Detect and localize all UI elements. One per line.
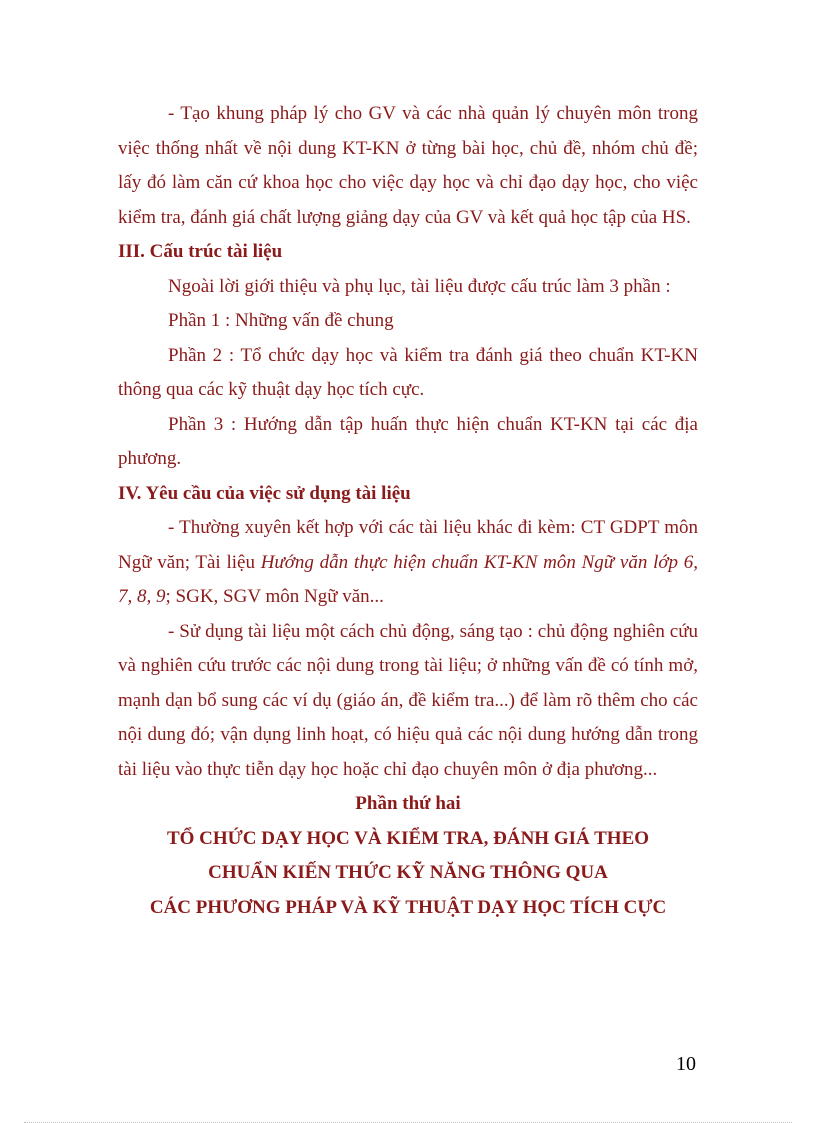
paragraph-active-use: - Sử dụng tài liệu một cách chủ động, sáng tạo : chủ động nghiên cứu và nghiên cứu trước các nội dung trong tài liệu; ở những vấn đề có tính mở, mạnh dạn bổ sung các ví dụ (giáo án, đề kiểm tra...) để làm rõ thêm cho các nội dung đó; vận dụng linh hoạt, có hiệu quả các nội dung hướng dẫn trong tài liệu vào thực tiễn dạy học hoặc chỉ đạo chuyên môn ở địa phương... [118,620,698,780]
heading-requirements: IV. Yêu cầu của việc sử dụng tài liệu [118,482,411,504]
page-number: 10 [676,1053,696,1075]
paragraph-structure-intro: Ngoài lời giới thiệu và phụ lục, tài liệu được cấu trúc làm 3 phần : [168,275,671,297]
text-run: - Thường xuyên kết hợp với các tài liệu khác đi kèm: CT GDPT môn Ngữ văn; Tài liệu [118,517,698,573]
part-title-line-2: CHUẨN KIẾN THỨC KỸ NĂNG THÔNG QUA [208,862,608,883]
paragraph-part-1: Phần 1 : Những vấn đề chung [168,310,394,331]
page-content [118,97,698,925]
paragraph-part-3: Phần 3 : Hướng dẫn tập huấn thực hiện chuẩn KT-KN tại các địa phương. [118,413,698,469]
part-title-line-1: TỔ CHỨC DẠY HỌC VÀ KIỂM TRA, ĐÁNH GIÁ THEO [166,827,650,849]
paragraph-legal-framework: - Tạo khung pháp lý cho GV và các nhà quản lý chuyên môn trong việc thống nhất về nội dung KT-KN ở từng bài học, chủ đề, nhóm chủ đề; lấy đó làm căn cứ khoa học cho việc dạy học và chỉ đạo dạy học, cho việc kiểm tra, đánh giá chất lượng giảng dạy của GV và kết quả học tập của HS. [118,103,698,228]
part-title-line-3: CÁC PHƯƠNG PHÁP VÀ KỸ THUẬT DẠY HỌC TÍCH CỰC [149,896,667,918]
paragraph-part-2: Phần 2 : Tổ chức dạy học và kiểm tra đánh giá theo chuẩn KT-KN thông qua các kỹ thuật dạy học tích cực. [118,344,698,400]
heading-structure: III. Cấu trúc tài liệu [118,241,283,262]
part-label: Phần thứ hai [355,793,461,814]
paragraph-combine-documents [118,511,698,615]
italic-document-title: Hướng dẫn thực hiện chuẩn KT-KN môn Ngữ văn lớp 6, 7, 8, 9 [118,551,698,607]
text-run: ; SGK, SGV môn Ngữ văn... [165,586,384,607]
